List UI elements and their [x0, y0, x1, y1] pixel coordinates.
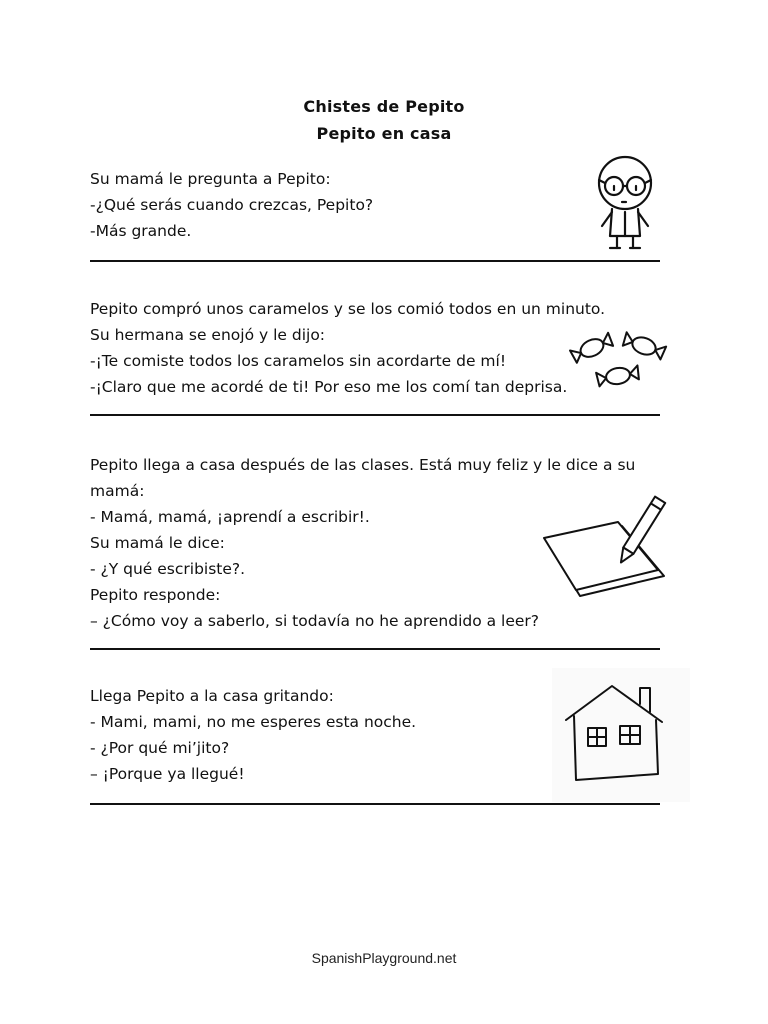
joke-line: -Más grande. — [90, 222, 192, 240]
joke-line: - ¿Y qué escribiste?. — [90, 560, 246, 578]
joke-line: – ¡Porque ya llegué! — [90, 765, 245, 783]
joke-line: mamá: — [90, 482, 145, 500]
divider — [90, 414, 660, 416]
joke-line: Pepito responde: — [90, 586, 221, 604]
candies-icon — [568, 322, 674, 394]
joke-line: -¿Qué serás cuando crezcas, Pepito? — [90, 196, 374, 214]
page-subtitle: Pepito en casa — [316, 124, 452, 143]
divider — [90, 803, 660, 805]
joke-line: -¡Te comiste todos los caramelos sin acordarte de mí! — [90, 352, 507, 370]
house-icon — [552, 668, 690, 802]
page-title: Chistes de Pepito — [303, 97, 465, 116]
joke-line: – ¿Cómo voy a saberlo, si todavía no he aprendido a leer? — [90, 612, 540, 630]
boy-with-glasses-icon — [580, 150, 670, 255]
paper-and-pencil-icon — [540, 492, 670, 602]
joke-line: - Mami, mami, no me esperes esta noche. — [90, 713, 417, 731]
joke-line: - ¿Por qué mi’jito? — [90, 739, 230, 757]
joke-line: -¡Claro que me acordé de ti! Por eso me los comí tan deprisa. — [90, 378, 568, 396]
joke-line: Su mamá le dice: — [90, 534, 225, 552]
divider — [90, 648, 660, 650]
joke-line: Pepito llega a casa después de las clases. Está muy feliz y le dice a su — [90, 456, 636, 474]
footer-site-name: SpanishPlayground.net — [311, 950, 457, 966]
joke-line: Llega Pepito a la casa gritando: — [90, 687, 334, 705]
joke-line: Su hermana se enojó y le dijo: — [90, 326, 326, 344]
joke-line: Pepito compró unos caramelos y se los comió todos en un minuto. — [90, 300, 606, 318]
divider — [90, 260, 660, 262]
joke-line: - Mamá, mamá, ¡aprendí a escribir!. — [90, 508, 370, 526]
joke-line: Su mamá le pregunta a Pepito: — [90, 170, 331, 188]
